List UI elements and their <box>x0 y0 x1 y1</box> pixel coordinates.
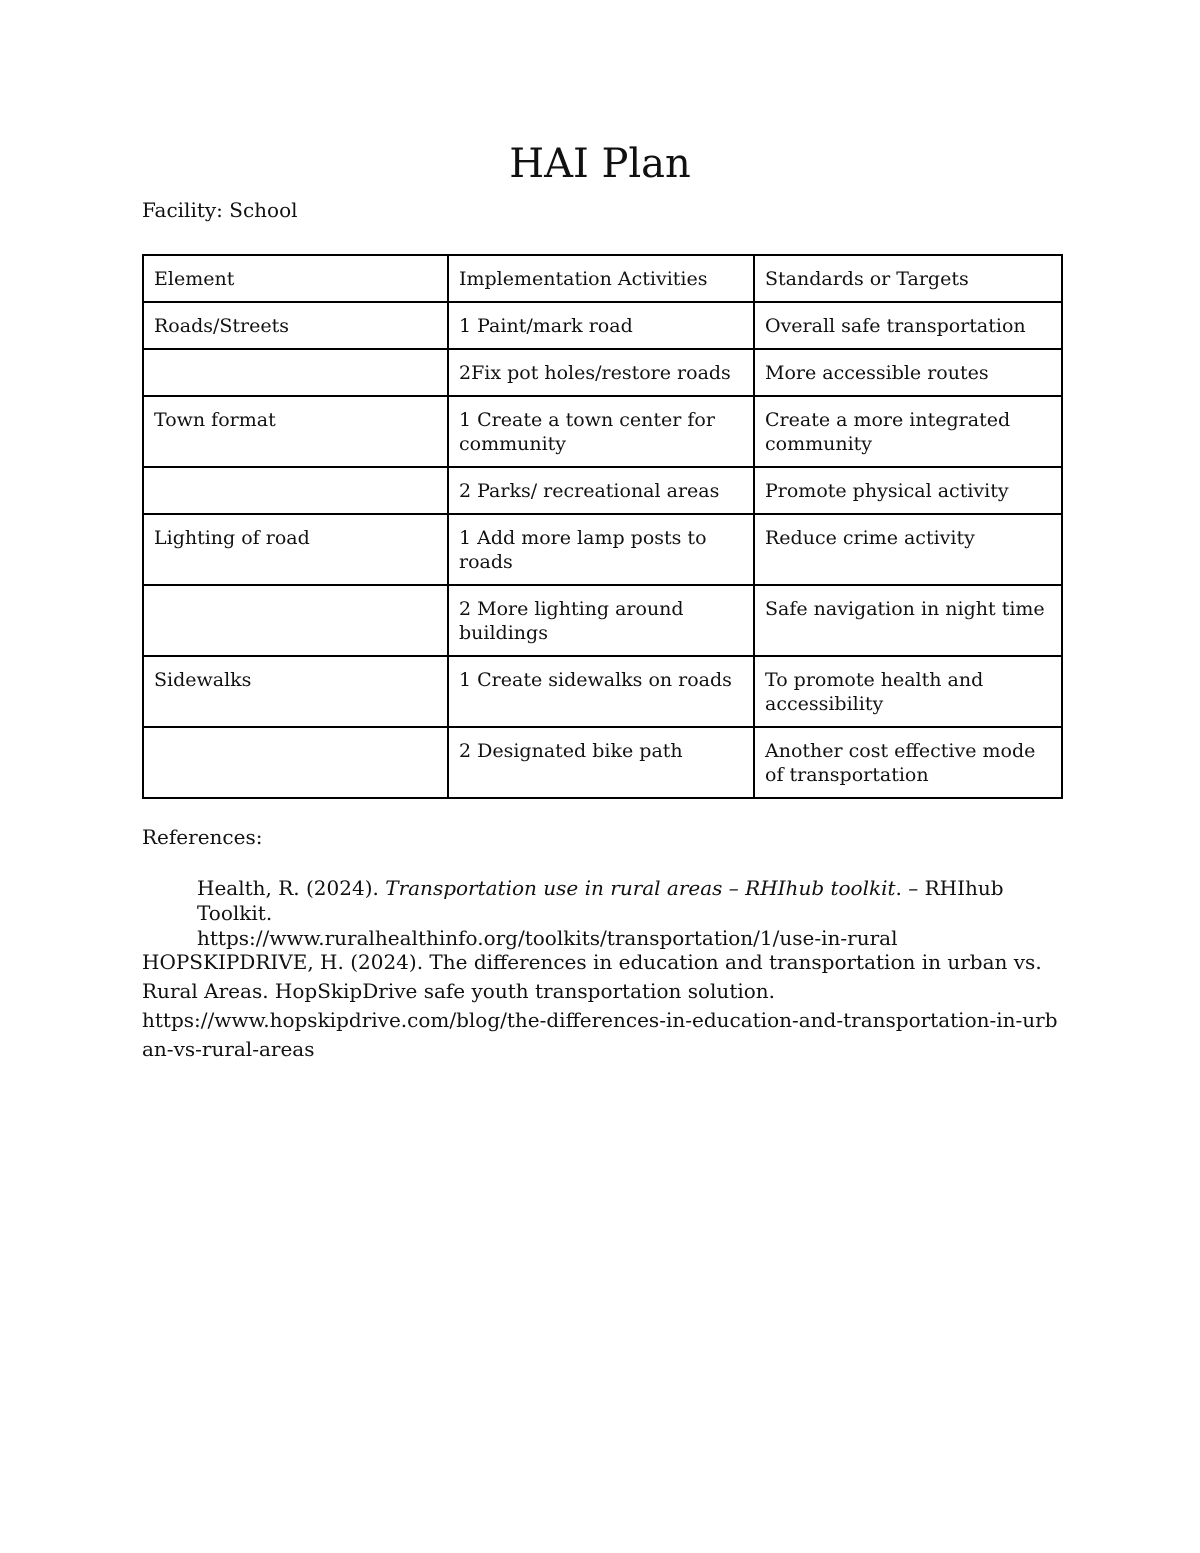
table-cell: Town format <box>143 396 448 467</box>
table-cell: Overall safe transportation <box>754 302 1062 349</box>
table-cell: Reduce crime activity <box>754 514 1062 585</box>
table-row <box>143 396 1062 467</box>
table-cell <box>143 585 448 656</box>
reference-1-author: Health, R. (2024). <box>197 876 386 900</box>
header-cell: Element <box>143 255 448 302</box>
reference-1-url[interactable]: https://www.ruralhealthinfo.org/toolkits/transportation/1/use-in-rural <box>197 926 898 950</box>
table-cell <box>143 727 448 798</box>
table-header-row <box>143 255 1062 302</box>
table-cell: 2 More lighting around buildings <box>448 585 754 656</box>
table-cell: Lighting of road <box>143 514 448 585</box>
table-cell: To promote health and accessibility <box>754 656 1062 727</box>
table-cell: 2Fix pot holes/restore roads <box>448 349 754 396</box>
table-cell: 1 Add more lamp posts to roads <box>448 514 754 585</box>
table-cell: 2 Parks/ recreational areas <box>448 467 754 514</box>
page-title: HAI Plan <box>509 141 691 187</box>
table-cell: 1 Create a town center for community <box>448 396 754 467</box>
header-cell: Implementation Activities <box>448 255 754 302</box>
references-heading: References: <box>142 825 263 849</box>
table-cell: More accessible routes <box>754 349 1062 396</box>
table-cell <box>143 467 448 514</box>
table-row <box>143 467 1062 514</box>
table-row <box>143 302 1062 349</box>
reference-2-url[interactable]: https://www.hopskipdrive.com/blog/the-differences-in-education-and-transportation-in-urban-vs-rural-areas <box>142 1008 1058 1061</box>
table-cell: Create a more integrated community <box>754 396 1062 467</box>
table-cell <box>143 349 448 396</box>
table-row <box>143 514 1062 585</box>
reference-2 <box>142 948 1062 1064</box>
table-row <box>143 656 1062 727</box>
table-cell: Another cost effective mode of transportation <box>754 727 1062 798</box>
table-cell: 1 Create sidewalks on roads <box>448 656 754 727</box>
reference-1 <box>197 876 1077 951</box>
table-cell: 1 Paint/mark road <box>448 302 754 349</box>
table-row <box>143 727 1062 798</box>
reference-2-text: HOPSKIPDRIVE, H. (2024). The differences in education and transportation in urban vs. Rural Areas. HopSkipDrive safe youth transportation solution. <box>142 950 1042 1003</box>
table-row <box>143 349 1062 396</box>
table-cell: Roads/Streets <box>143 302 448 349</box>
table-cell: Safe navigation in night time <box>754 585 1062 656</box>
table-cell: 2 Designated bike path <box>448 727 754 798</box>
table-row <box>143 585 1062 656</box>
table-cell: Promote physical activity <box>754 467 1062 514</box>
table-cell: Sidewalks <box>143 656 448 727</box>
reference-1-source: . – RHIhub Toolkit. <box>197 876 1004 925</box>
hai-plan-table <box>142 254 1063 799</box>
header-cell: Standards or Targets <box>754 255 1062 302</box>
reference-1-title: Transportation use in rural areas – RHIhub toolkit <box>385 876 896 900</box>
facility-label: Facility: School <box>142 198 298 222</box>
